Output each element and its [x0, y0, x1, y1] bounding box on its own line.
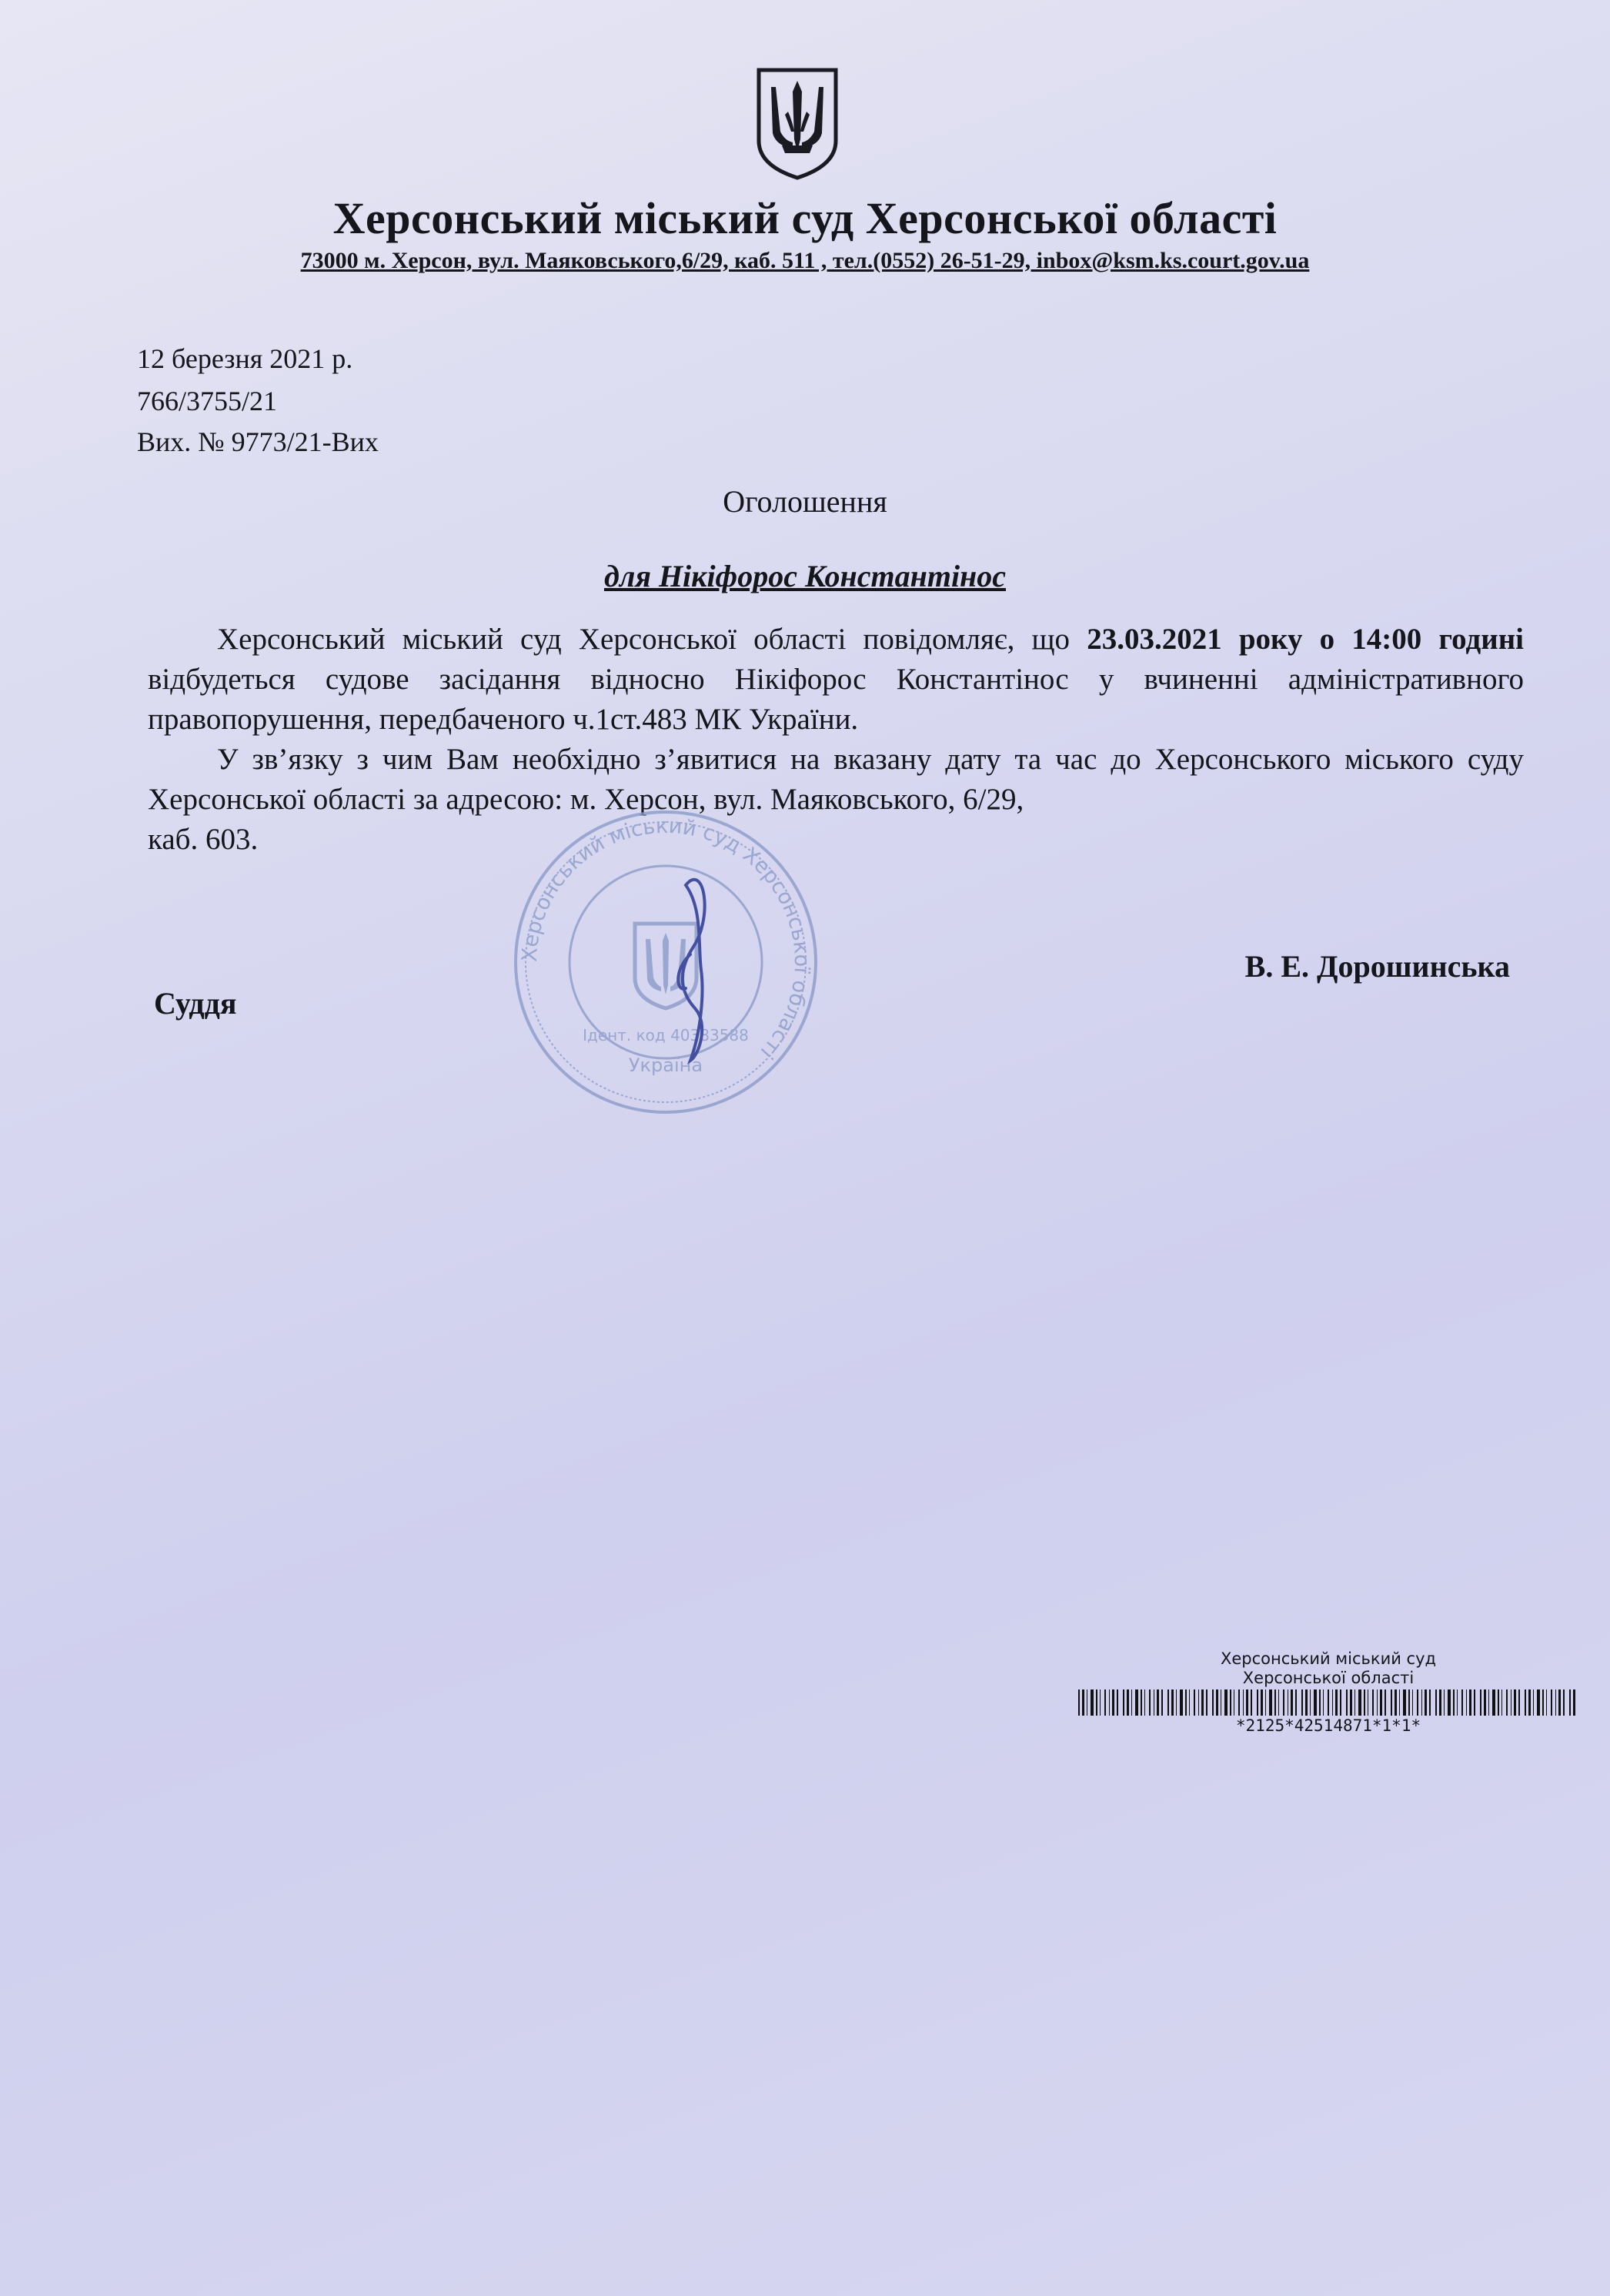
notice-body [148, 620, 1524, 860]
seal-outer-text: Херсонський міський суд Херсонської області [517, 814, 814, 1064]
judge-name: В. Е. Дорошинська [1244, 949, 1510, 984]
barcode-bars [1078, 1689, 1578, 1716]
barcode-court-line-1: Херсонський міський суд [1220, 1649, 1437, 1668]
notice-paragraph-1 [148, 620, 1524, 740]
notice-paragraph-2: У зв’язку з чим Вам необхідно з’явитися на вказану дату та час до Херсонського міського суду Херсонської області за адресою: м. Херсон, вул. Маяковського, 6/29, [148, 743, 1524, 816]
room-number: каб. 603. [148, 823, 259, 856]
para1-start: Херсонський міський суд Херсонської області повідомляє, що [217, 623, 1087, 656]
barcode-block [1074, 1649, 1582, 1736]
coat-of-arms-icon [754, 65, 840, 181]
seal-bottom-text: Україна [628, 1054, 703, 1076]
outgoing-number: Вих. № 9773/21-Вих [137, 426, 379, 457]
barcode-court-line-2: Херсонської області [1242, 1669, 1415, 1687]
signature-role-label: Суддя [154, 986, 237, 1021]
hearing-datetime: 23.03.2021 року о 14:00 годині [1087, 623, 1525, 656]
document-date: 12 березня 2021 р. [137, 343, 353, 374]
barcode-number: *2125*42514871*1*1* [1235, 1716, 1421, 1735]
court-name-heading: Херсонський міський суд Херсонської області [332, 193, 1278, 243]
case-number: 766/3755/21 [137, 386, 278, 416]
recipient-line: для Нікіфорос Константінос [603, 559, 1007, 593]
document-title: Оголошення [723, 484, 887, 519]
court-address-line: 73000 м. Херсон, вул. Маяковського,6/29, каб. 511 , тел.(0552) 26-51-29, inbox@ksm.ks.court.gov.ua [300, 248, 1310, 273]
seal-inner-text: Ідент. код 40383588 [583, 1026, 749, 1044]
para1-end: відбудеться судове засідання відносно Нікіфорос Константінос у вчиненні адміністративного правопорушення, передбаченого ч.1ст.483 МК України. [148, 663, 1524, 736]
court-seal [512, 800, 820, 1124]
